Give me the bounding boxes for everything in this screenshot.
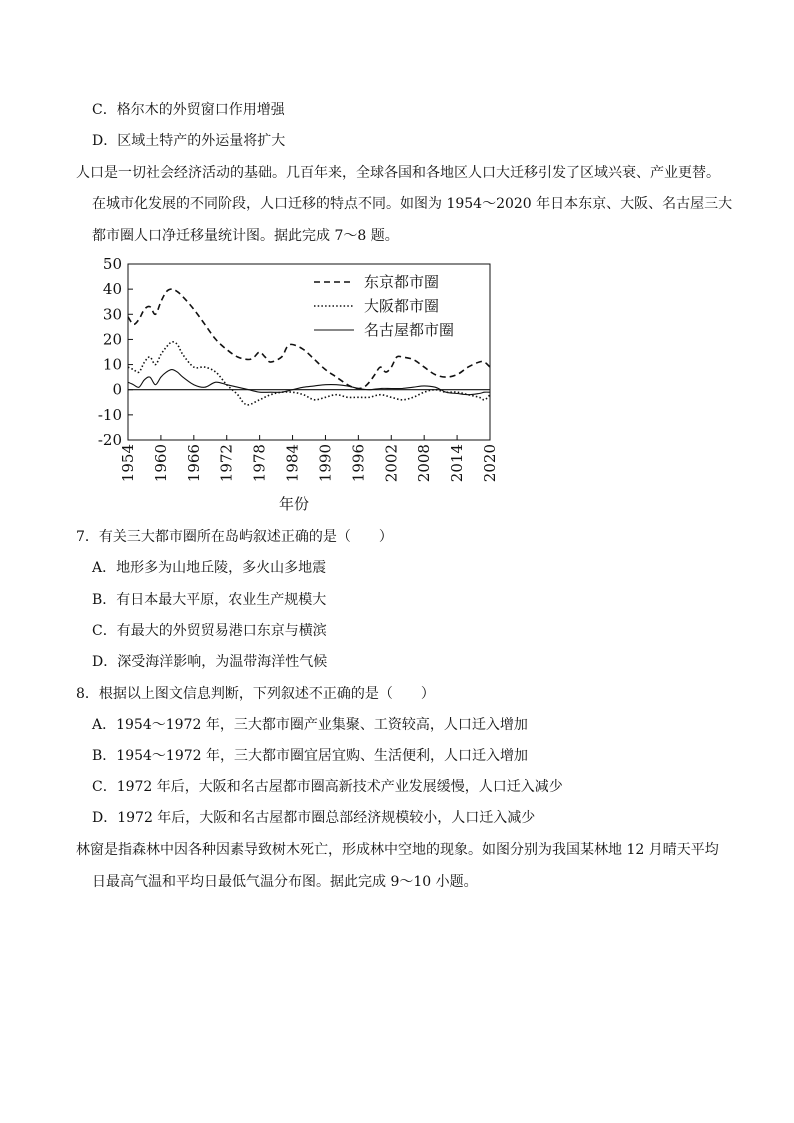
x-axis-label: 年份 [278,495,310,513]
question-8-option-d: D．1972 年后，大阪和名古屋都市圈总部经济规模较小，人口迁入减少 [92,810,536,826]
x-tick-label: 1990 [316,444,335,483]
migration-line-chart [88,254,508,516]
question-7-option-c: C．有最大的外贸贸易港口东京与横滨 [92,623,327,639]
x-tick-label: 1984 [283,444,302,483]
x-tick-label: 1954 [119,444,137,483]
intro-7-8-line1: 人口是一切社会经济活动的基础。几百年来，全球各国和各地区人口大迁移引发了区域兴衰、产业更替。 [76,165,720,181]
x-tick-label: 1960 [151,444,170,483]
intro-7-8-line3: 都市圈人口净迁移量统计图。据此完成 7～8 题。 [92,228,399,244]
question-7-option-a: A．地形多为山地丘陵，多火山多地震 [92,560,327,576]
question-8-stem: 8．根据以上图文信息判断，下列叙述不正确的是（ ） [76,686,435,702]
y-tick-label: 0 [112,380,122,399]
question-7-stem: 7．有关三大都市圈所在岛屿叙述正确的是（ ） [76,529,393,545]
question-8-option-c: C．1972 年后，大阪和名古屋都市圈高新技术产业发展缓慢，人口迁入减少 [92,779,563,795]
series-line-3 [128,370,490,395]
y-tick-label: -20 [97,431,122,449]
legend-label-1: 东京都市圈 [364,273,440,291]
series-line-2 [128,342,490,405]
x-tick-label: 2020 [481,444,499,483]
question-7-option-d: D．深受海洋影响，为温带海洋性气候 [92,654,328,670]
option-c-prev: C．格尔木的外贸窗口作用增强 [92,102,285,118]
x-tick-label: 1996 [349,444,368,483]
question-8-option-b: B．1954～1972 年，三大都市圈宜居宜购、生活便利，人口迁入增加 [92,748,528,764]
x-tick-label: 1978 [250,444,269,483]
x-tick-label: 1966 [184,444,203,483]
intro-9-10-line1: 林窗是指森林中因各种因素导致树木死亡，形成林中空地的现象。如图分别为我国某林地 12 月晴天平均 [76,842,719,858]
y-tick-label: 10 [102,355,122,374]
question-8-option-a: A．1954～1972 年，三大都市圈产业集聚、工资较高，人口迁入增加 [92,717,528,733]
x-tick-label: 2002 [382,444,401,483]
legend-label-2: 大阪都市圈 [364,297,440,315]
x-tick-label: 1972 [217,444,236,483]
y-tick-label: 50 [102,255,122,273]
x-axis [119,435,499,482]
question-7-option-b: B．有日本最大平原，农业生产规模大 [92,592,327,608]
intro-7-8-line2: 在城市化发展的不同阶段，人口迁移的特点不同。如图为 1954～2020 年日本东京、大阪、名古屋三大 [92,196,733,212]
y-tick-label: 40 [102,280,122,299]
intro-9-10-line2: 日最高气温和平均日最低气温分布图。据此完成 9～10 小题。 [92,874,478,890]
x-tick-label: 2008 [415,444,434,483]
y-tick-label: 30 [102,305,122,324]
legend [314,273,454,339]
option-d-prev: D．区域土特产的外运量将扩大 [92,133,286,149]
y-tick-label: 20 [102,330,122,349]
y-tick-label: -10 [97,405,122,424]
x-tick-label: 2014 [448,444,467,483]
legend-label-3: 名古屋都市圈 [364,321,455,339]
